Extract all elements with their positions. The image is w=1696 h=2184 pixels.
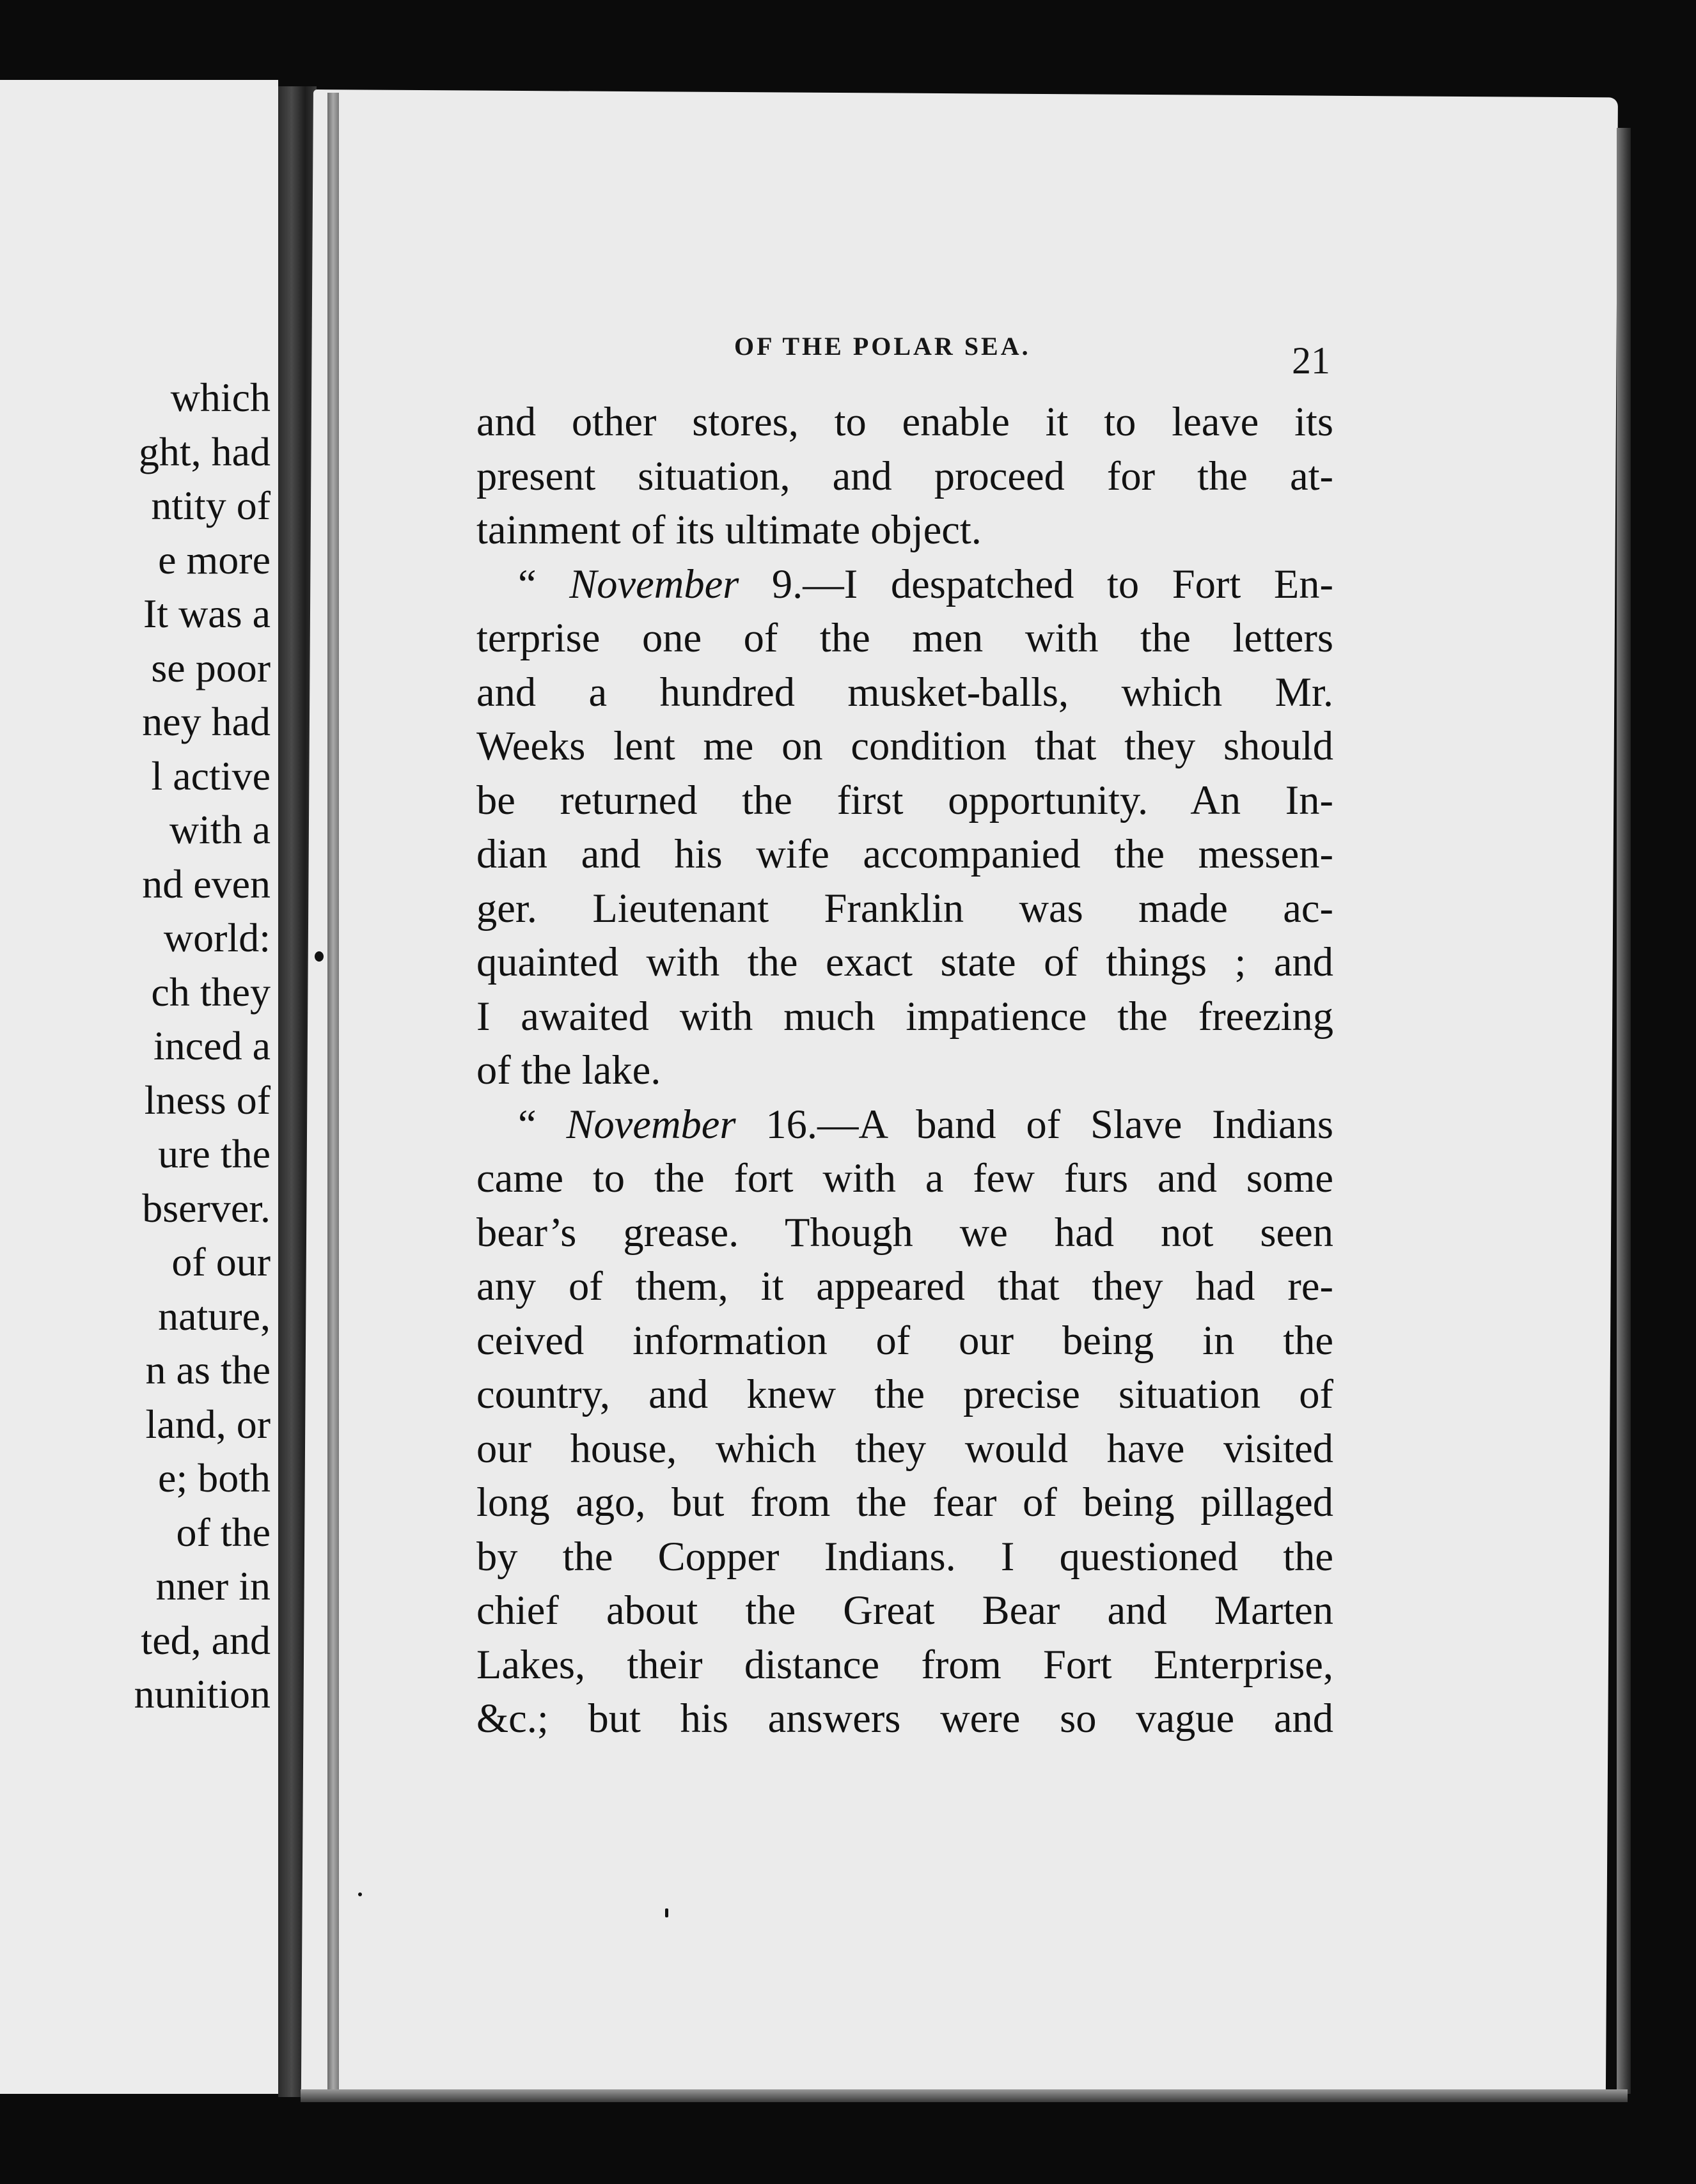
left-line: nature, (158, 1293, 271, 1339)
text-line: bear’s grease. Though we had not seen (476, 1209, 1333, 1255)
text-line: tainment of its ultimate object. (476, 507, 982, 552)
left-line: of our (171, 1239, 271, 1284)
text-line: present situation, and proceed for the at- (476, 453, 1333, 499)
left-line: inced a (153, 1023, 271, 1068)
text-line: ger. Lieutenant Franklin was made ac- (476, 885, 1333, 931)
entry-date-month: November (569, 561, 739, 607)
ink-speck (665, 1908, 668, 1917)
left-line: of the (176, 1509, 271, 1555)
text-line: by the Copper Indians. I questioned the (476, 1533, 1333, 1579)
ink-speck (315, 951, 324, 962)
left-line: ney had (142, 699, 271, 744)
left-line: ntity of (151, 483, 271, 528)
text-line: any of them, it appeared that they had re- (476, 1263, 1333, 1309)
text-line: long ago, but from the fear of being pillaged (476, 1479, 1333, 1525)
ink-speck (358, 1892, 362, 1896)
running-head: OF THE POLAR SEA. (734, 332, 1031, 361)
text-line: quainted with the exact state of things ; and (476, 939, 1333, 985)
text-line: Weeks lent me on condition that they should (476, 723, 1333, 768)
text-line: I awaited with much impatience the freezing (476, 993, 1333, 1039)
left-line: ght, had (138, 428, 271, 474)
text-line: our house, which they would have visited (476, 1425, 1333, 1471)
left-line: which (170, 375, 271, 420)
text-line: chief about the Great Bear and Marten (476, 1587, 1333, 1633)
left-line: l active (151, 753, 271, 799)
left-line: ch they (151, 969, 271, 1015)
text-line: terprise one of the men with the letters (476, 615, 1333, 660)
left-line: world: (163, 915, 271, 960)
left-facing-page (0, 80, 278, 2094)
left-page-text (0, 371, 271, 1722)
text-line: came to the fort with a few furs and some (476, 1155, 1333, 1201)
left-line: with a (169, 807, 271, 852)
spine-highlight (327, 93, 339, 2094)
text-line: of the lake. (476, 1047, 661, 1093)
left-line: nner in (155, 1563, 271, 1609)
text-line: ceived information of our being in the (476, 1317, 1333, 1363)
left-line: lness of (144, 1077, 271, 1123)
page-edge-shadow (1617, 128, 1631, 2094)
entry-date-month: November (566, 1101, 736, 1147)
left-line: nd even (142, 861, 271, 907)
page-bottom-edge (301, 2089, 1628, 2102)
text-line: country, and knew the precise situation of (476, 1371, 1333, 1417)
text-line: Lakes, their distance from Fort Enterprise, (476, 1641, 1333, 1687)
text-line: dian and his wife accompanied the messen- (476, 831, 1333, 877)
diary-entry-heading (476, 558, 1333, 612)
text-line: be returned the first opportunity. An In- (476, 777, 1333, 823)
left-line: ure the (158, 1131, 271, 1176)
entry-first-line: 9.—I despatched to Fort En- (739, 561, 1333, 607)
diary-entry-heading (476, 1098, 1333, 1152)
left-line: nunition (134, 1671, 271, 1717)
left-line: It was a (143, 591, 271, 636)
page-number: 21 (1292, 339, 1330, 382)
open-quote: “ (518, 561, 537, 607)
text-line: and a hundred musket-balls, which Mr. (476, 669, 1333, 715)
text-line: &c.; but his answers were so vague and (476, 1696, 1333, 1741)
text-line: and other stores, to enable it to leave its (476, 399, 1333, 444)
left-line: e more (158, 536, 271, 582)
left-line: land, or (145, 1401, 271, 1447)
body-text (476, 395, 1333, 1746)
open-quote: “ (518, 1101, 537, 1147)
left-line: bserver. (142, 1185, 271, 1231)
entry-first-line: 16.—A band of Slave Indians (735, 1101, 1333, 1147)
left-line: ted, and (141, 1617, 271, 1663)
left-line: n as the (145, 1347, 271, 1392)
left-line: se poor (151, 644, 271, 690)
left-line: e; both (158, 1455, 271, 1501)
